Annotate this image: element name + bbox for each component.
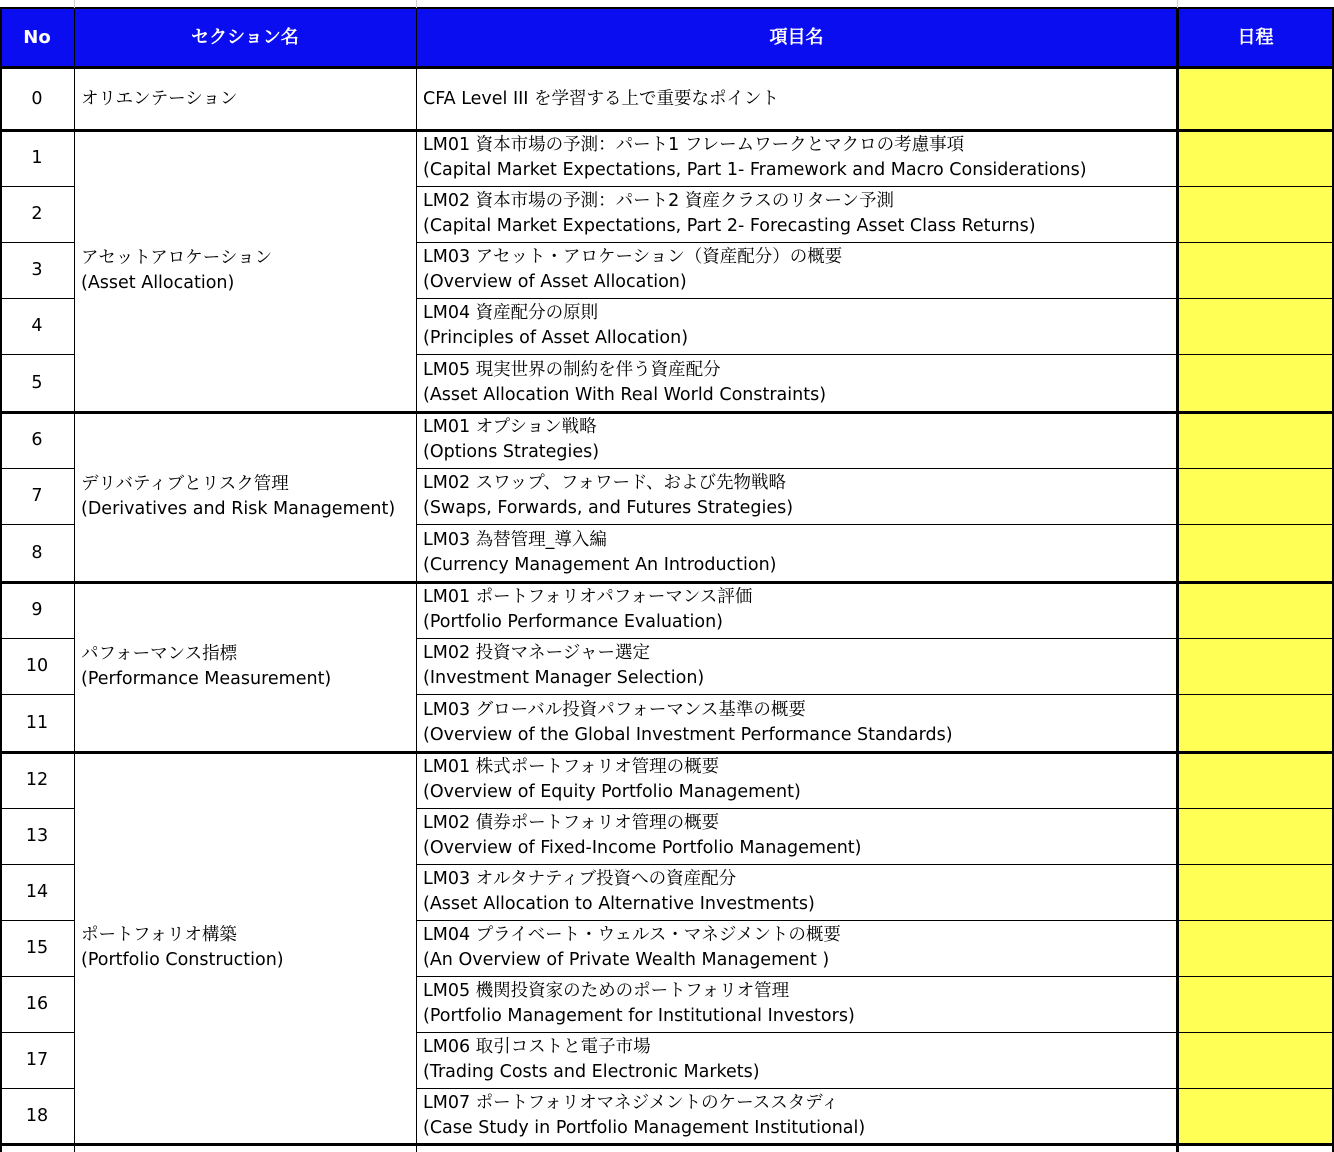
sheet-gridline — [416, 0, 417, 8]
item-title-ja: LM03 為替管理_導入編 — [423, 530, 607, 550]
item-title-ja: LM01 株式ポートフォリオ管理の概要 — [423, 757, 720, 777]
item-title-en: (Investment Manager Selection) — [423, 668, 705, 688]
grid-hline — [416, 638, 1334, 639]
grid-hline — [416, 524, 1334, 525]
grid-hline — [416, 920, 1334, 921]
item-title-ja: LM03 グローバル投資パフォーマンス基準の概要 — [423, 700, 806, 720]
item-title-en: (Currency Management An Introduction) — [423, 555, 777, 575]
row-number: 16 — [25, 993, 49, 1014]
section-title-en: (Portfolio Construction) — [81, 950, 284, 970]
grid-hline — [416, 1088, 1334, 1089]
section-title-en: (Performance Measurement) — [81, 669, 332, 689]
item-title-en: (Portfolio Performance Evaluation) — [423, 612, 724, 632]
section-title-en: (Derivatives and Risk Management) — [81, 499, 396, 519]
schedule-cell[interactable] — [1177, 186, 1334, 242]
section-name — [74, 582, 416, 752]
schedule-cell[interactable] — [1177, 808, 1334, 864]
section-title-ja: デリバティブとリスク管理 — [81, 474, 289, 494]
section-title-ja: アセットアロケーション — [81, 248, 273, 268]
grid-hline — [0, 920, 74, 921]
row-number: 9 — [31, 599, 43, 620]
grid-hline — [0, 751, 1334, 754]
grid-hline — [0, 298, 74, 299]
grid-hline — [416, 242, 1334, 243]
row-number: 1 — [31, 147, 43, 168]
row-number: 0 — [31, 88, 43, 109]
item-title-en: (Capital Market Expectations, Part 2- Forecasting Asset Class Returns) — [423, 216, 1036, 236]
item-name[interactable] — [416, 864, 1177, 920]
item-name[interactable] — [416, 354, 1177, 412]
schedule-cell[interactable] — [1177, 694, 1334, 752]
item-title-ja: LM02 投資マネージャー選定 — [423, 643, 650, 663]
item-title-ja: LM01 ポートフォリオパフォーマンス評価 — [423, 587, 753, 607]
item-name[interactable] — [416, 1032, 1177, 1088]
grid-hline — [0, 976, 74, 977]
grid-hline — [416, 864, 1334, 865]
row-number: 17 — [25, 1049, 49, 1070]
item-name[interactable] — [416, 412, 1177, 468]
row-number: 8 — [31, 542, 43, 563]
schedule-cell[interactable] — [1177, 864, 1334, 920]
item-title-ja: LM01 資本市場の予測：パート1 フレームワークとマクロの考慮事項 — [423, 135, 965, 155]
item-title-en: (Asset Allocation to Alternative Investments) — [423, 894, 815, 914]
schedule-cell[interactable] — [1177, 920, 1334, 976]
section-title-ja: オリエンテーション — [81, 88, 238, 109]
section-title-en: (Asset Allocation) — [81, 273, 235, 293]
item-title-en: (Case Study in Portfolio Management Institutional) — [423, 1118, 866, 1138]
grid-hline — [416, 298, 1334, 299]
schedule-cell[interactable] — [1177, 68, 1334, 130]
item-name[interactable] — [416, 468, 1177, 524]
grid-hline — [416, 808, 1334, 809]
grid-hline — [0, 638, 74, 639]
grid-hline — [416, 694, 1334, 695]
row-number: 6 — [31, 429, 43, 450]
item-title-en: (Principles of Asset Allocation) — [423, 328, 689, 348]
grid-hline — [416, 354, 1334, 355]
grid-hline — [0, 129, 1334, 132]
grid-hline — [0, 1088, 74, 1089]
item-title-en: (Overview of Fixed-Income Portfolio Management) — [423, 838, 862, 858]
grid-hline — [0, 354, 74, 355]
section-name — [74, 130, 416, 412]
row-number: 13 — [25, 825, 49, 846]
grid-hline — [0, 864, 74, 865]
section-title-ja: ポートフォリオ構築 — [81, 925, 237, 945]
schedule-cell[interactable] — [1177, 412, 1334, 468]
schedule-cell[interactable] — [1177, 638, 1334, 694]
row-number: 7 — [31, 485, 43, 506]
schedule-cell[interactable] — [1177, 354, 1334, 412]
item-name[interactable] — [416, 1088, 1177, 1144]
item-title-ja: LM01 オプション戦略 — [423, 417, 597, 437]
grid-hline — [0, 524, 74, 525]
row-number: 15 — [25, 937, 49, 958]
item-title-en: (Portfolio Management for Institutional Investors) — [423, 1006, 855, 1026]
schedule-cell[interactable] — [1177, 1088, 1334, 1144]
schedule-cell[interactable] — [1177, 298, 1334, 354]
item-name[interactable] — [416, 242, 1177, 298]
sheet-gridline — [1177, 0, 1178, 8]
item-title-ja: LM02 資本市場の予測：パート2 資産クラスのリターン予測 — [423, 191, 894, 211]
item-name[interactable] — [416, 298, 1177, 354]
section-name — [74, 412, 416, 582]
item-name[interactable] — [416, 808, 1177, 864]
grid-hline — [0, 66, 1334, 69]
schedule-cell[interactable] — [1177, 582, 1334, 638]
grid-hline — [416, 976, 1334, 977]
grid-vline — [1176, 8, 1179, 1152]
item-title-ja: LM07 ポートフォリオマネジメントのケーススタディ — [423, 1093, 839, 1113]
item-name[interactable] — [416, 186, 1177, 242]
header-no: No — [0, 8, 74, 66]
grid-hline — [0, 7, 1334, 9]
row-number: 10 — [25, 655, 49, 676]
item-title-en: (Trading Costs and Electronic Markets) — [423, 1062, 760, 1082]
item-title-en: (Asset Allocation With Real World Constraints) — [423, 385, 827, 405]
schedule-cell[interactable] — [1177, 976, 1334, 1032]
grid-hline — [0, 1032, 74, 1033]
item-title-ja: LM03 オルタナティブ投資への資産配分 — [423, 869, 737, 889]
item-name[interactable] — [416, 68, 1177, 130]
item-name[interactable] — [416, 582, 1177, 638]
schedule-cell[interactable] — [1177, 524, 1334, 582]
item-title-ja: CFA Level III を学習する上で重要なポイント — [423, 88, 780, 109]
grid-hline — [0, 581, 1334, 584]
item-title-ja: LM05 機関投資家のためのポートフォリオ管理 — [423, 981, 790, 1001]
schedule-cell[interactable] — [1177, 1032, 1334, 1088]
row-number: 12 — [25, 769, 49, 790]
item-title-ja: LM05 現実世界の制約を伴う資産配分 — [423, 360, 721, 380]
item-name[interactable] — [416, 752, 1177, 808]
row-number: 3 — [31, 259, 43, 280]
item-title-ja: LM03 アセット・アロケーション（資産配分）の概要 — [423, 247, 843, 267]
item-title-ja: LM04 プライベート・ウェルス・マネジメントの概要 — [423, 925, 841, 945]
grid-hline — [0, 468, 74, 469]
grid-vline — [0, 8, 2, 1152]
item-title-en: (Overview of Asset Allocation) — [423, 272, 687, 292]
grid-hline — [0, 694, 74, 695]
schedule-cell[interactable] — [1177, 752, 1334, 808]
header-section: セクション名 — [74, 8, 416, 66]
sheet-gridline — [74, 0, 75, 8]
grid-hline — [416, 186, 1334, 187]
row-number: 11 — [25, 712, 49, 733]
section-title-ja: パフォーマンス指標 — [81, 644, 238, 664]
item-title-en: (Overview of the Global Investment Performance Standards) — [423, 725, 953, 745]
item-title-ja: LM02 債券ポートフォリオ管理の概要 — [423, 813, 720, 833]
grid-hline — [0, 186, 74, 187]
schedule-cell[interactable] — [1177, 242, 1334, 298]
item-title-en: (Capital Market Expectations, Part 1- Framework and Macro Considerations) — [423, 160, 1087, 180]
item-title-en: (An Overview of Private Wealth Management ) — [423, 950, 830, 970]
schedule-cell[interactable] — [1177, 130, 1334, 186]
schedule-cell[interactable] — [1177, 468, 1334, 524]
item-title-en: (Swaps, Forwards, and Futures Strategies) — [423, 498, 794, 518]
item-name[interactable] — [416, 976, 1177, 1032]
item-title-ja: LM04 資産配分の原則 — [423, 303, 599, 323]
header-item: 項目名 — [416, 8, 1177, 66]
item-title-ja: LM02 スワップ、フォワード、および先物戦略 — [423, 473, 786, 493]
grid-hline — [416, 468, 1334, 469]
grid-hline — [0, 411, 1334, 414]
section-name — [74, 752, 416, 1144]
grid-hline — [0, 1143, 1334, 1146]
grid-vline — [416, 8, 417, 1152]
item-name[interactable] — [416, 694, 1177, 752]
item-name[interactable] — [416, 130, 1177, 186]
item-name[interactable] — [416, 524, 1177, 582]
grid-hline — [416, 1032, 1334, 1033]
grid-hline — [0, 242, 74, 243]
grid-vline — [74, 8, 75, 1152]
grid-hline — [0, 808, 74, 809]
item-title-en: (Options Strategies) — [423, 442, 600, 462]
row-number: 14 — [25, 881, 49, 902]
row-number: 5 — [31, 372, 43, 393]
row-number: 18 — [25, 1105, 49, 1126]
item-name[interactable] — [416, 638, 1177, 694]
item-name[interactable] — [416, 920, 1177, 976]
header-schedule: 日程 — [1177, 8, 1334, 66]
item-title-ja: LM06 取引コストと電子市場 — [423, 1037, 651, 1057]
row-number: 4 — [31, 315, 43, 336]
row-number: 2 — [31, 203, 43, 224]
item-title-en: (Overview of Equity Portfolio Management) — [423, 782, 801, 802]
section-name — [74, 68, 416, 130]
